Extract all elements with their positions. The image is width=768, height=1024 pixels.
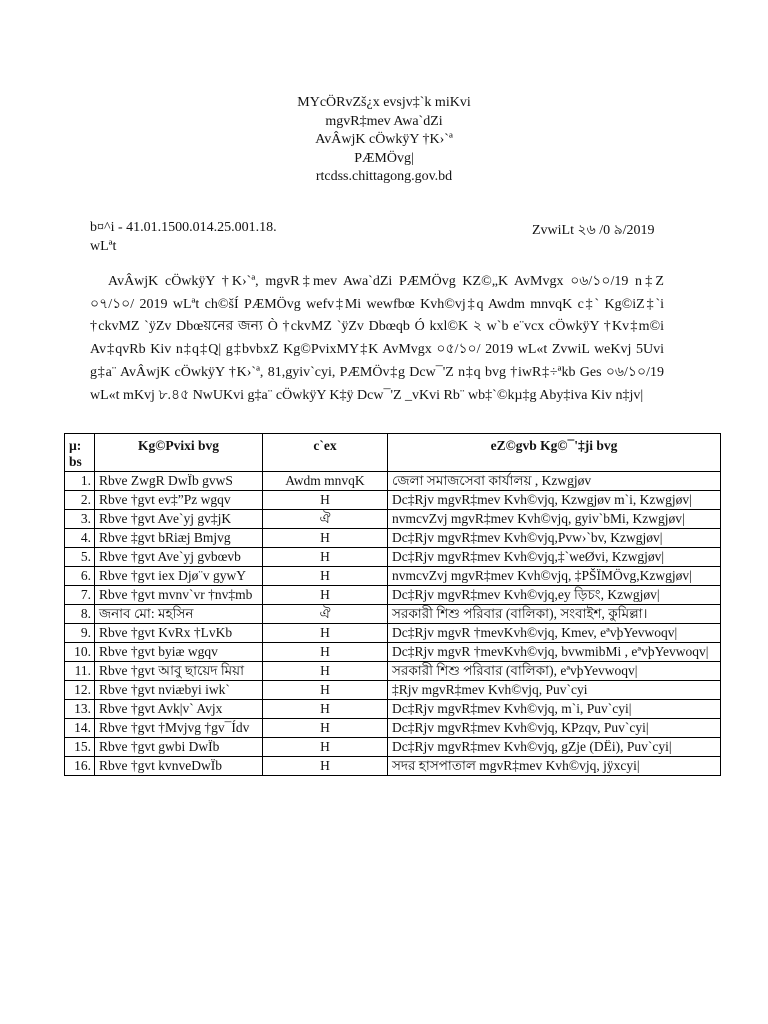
- cell-name: Rbve ‡gvt bRiæj Bmjvg: [95, 529, 263, 548]
- table-row: [65, 719, 721, 738]
- cell-serial: 3.: [65, 510, 95, 529]
- cell-designation: H: [263, 757, 388, 776]
- cell-designation: H: [263, 586, 388, 605]
- cell-office: সরকারী শিশু পরিবার (বালিকা), eªvþYevwoqv|: [388, 662, 721, 681]
- cell-designation: H: [263, 700, 388, 719]
- table-row: [65, 472, 721, 491]
- header-office: eZ©gvb Kg©¯'‡ji bvg: [388, 434, 721, 472]
- table-row: [65, 510, 721, 529]
- table-row: [65, 624, 721, 643]
- table-row: [65, 700, 721, 719]
- cell-office: জেলা সমাজসেবা কার্যালয় , Kzwgjøv: [388, 472, 721, 491]
- header-line-center: AvÂwjK cÖwkÿY †K›`ª: [315, 132, 453, 147]
- cell-name: Rbve †gvt আবু ছায়েদ মিয়া: [95, 662, 263, 681]
- cell-serial: 5.: [65, 548, 95, 567]
- cell-designation: H: [263, 738, 388, 757]
- cell-office: সদর হাসপাতাল mgvR‡mev Kvh©vjq, jÿxcyi|: [388, 757, 721, 776]
- table-row: [65, 605, 721, 624]
- table-row: [65, 567, 721, 586]
- cell-serial: 4.: [65, 529, 95, 548]
- cell-designation: H: [263, 548, 388, 567]
- table-row: [65, 681, 721, 700]
- table-header-row: [65, 434, 721, 472]
- cell-office: Dc‡Rjv mgvR‡mev Kvh©vjq, KPzqv, Puv`cyi|: [388, 719, 721, 738]
- cell-designation: H: [263, 491, 388, 510]
- table-row: [65, 757, 721, 776]
- header-serial: µ: bs: [65, 434, 95, 472]
- cell-office: nvmcvZvj mgvR‡mev Kvh©vjq, gyiv`bMi, Kzwgjøv|: [388, 510, 721, 529]
- header-line-ministry: MYcÖRvZš¿x evsjv‡`k miKvi: [297, 95, 471, 110]
- memo-date: ZvwiLt ২৬ /0 ৯/2019: [532, 223, 655, 238]
- memo-number-suffix: wLªt: [90, 239, 117, 254]
- participant-table: [64, 433, 721, 776]
- cell-designation: H: [263, 624, 388, 643]
- cell-office: nvmcvZvj mgvR‡mev Kvh©vjq, ‡PŠÏMÖvg,Kzwgjøv|: [388, 567, 721, 586]
- cell-serial: 14.: [65, 719, 95, 738]
- cell-designation: H: [263, 529, 388, 548]
- cell-name: Rbve †gvt kvnveDwÏb: [95, 757, 263, 776]
- cell-designation: H: [263, 662, 388, 681]
- cell-name: Rbve †gvt ev‡”Pz wgqv: [95, 491, 263, 510]
- cell-office: সরকারী শিশু পরিবার (বালিকা), সংবাইশ, কুমিল্লা।: [388, 605, 721, 624]
- cell-office: Dc‡Rjv mgvR †mevKvh©vjq, bvwmibMi , eªvþYevwoqv|: [388, 643, 721, 662]
- cell-office: Dc‡Rjv mgvR‡mev Kvh©vjq, Kzwgjøv m`i, Kzwgjøv|: [388, 491, 721, 510]
- cell-office: Dc‡Rjv mgvR †mevKvh©vjq, Kmev, eªvþYevwoqv|: [388, 624, 721, 643]
- cell-name: Rbve †gvt †Mvjvg †gv¯Ídv: [95, 719, 263, 738]
- cell-serial: 13.: [65, 700, 95, 719]
- cell-office: Dc‡Rjv mgvR‡mev Kvh©vjq,ey ড়িচং, Kzwgjøv|: [388, 586, 721, 605]
- table-row: [65, 548, 721, 567]
- cell-designation: H: [263, 681, 388, 700]
- cell-serial: 15.: [65, 738, 95, 757]
- cell-name: Rbve †gvt nviæbyi iwk`: [95, 681, 263, 700]
- cell-designation: H: [263, 567, 388, 586]
- cell-name: Rbve †gvt Avk|v` Avjx: [95, 700, 263, 719]
- cell-office: Dc‡Rjv mgvR‡mev Kvh©vjq,‡`weØvi, Kzwgjøv|: [388, 548, 721, 567]
- header-line-city: PÆMÖvg|: [354, 150, 414, 166]
- memo-number: b¤^i - 41.01.1500.014.25.001.18.: [90, 220, 277, 235]
- cell-name: Rbve †gvt gwbi DwÏb: [95, 738, 263, 757]
- table-row: [65, 491, 721, 510]
- cell-serial: 6.: [65, 567, 95, 586]
- cell-name: Rbve †gvt byiæ wgqv: [95, 643, 263, 662]
- cell-office: ‡Rjv mgvR‡mev Kvh©vjq, Puv`cyi: [388, 681, 721, 700]
- cell-designation: ঐ: [263, 510, 388, 529]
- cell-serial: 2.: [65, 491, 95, 510]
- cell-name: Rbve ZwgR DwÏb gvwS: [95, 472, 263, 491]
- letterhead: [0, 94, 768, 187]
- cell-serial: 12.: [65, 681, 95, 700]
- table-row: [65, 643, 721, 662]
- header-name: Kg©Pvixi bvg: [95, 434, 263, 472]
- cell-name: Rbve †gvt KvRx †LvKb: [95, 624, 263, 643]
- cell-serial: 16.: [65, 757, 95, 776]
- cell-designation: H: [263, 643, 388, 662]
- body-paragraph: AvÂwjK cÖwkÿY †K›`ª, mgvR‡mev Awa`dZi PÆMÖvg KZ©„K AvMvgx ০৬/১০/19 n‡Z ০৭/১০/ 2019 wLªt ch©šÍ PÆMÖvg wefv‡Mi wewfbœ Kvh©vj‡q Awdm mnvqK c‡` Kg©iZ‡`i †ckvMZ `ÿZv Dbœয়নের জন্য Ò †ckvMZ `ÿZv Dbœqb Ó kxl©K ২ w`b e¨vcx cÖwkÿY †Kv‡m©i Av‡qvRb Kiv n‡q‡Q| g‡bvbxZ Kg©PvixMY‡K AvMvgx ০৫/১০/ 2019 wL«t ZvwiL weKvj 5Uvi g‡a¨ AvÂwjK cÖwkÿY †K›`ª, 81,gyiv`cyi, PÆMÖv‡g Dcw¯'Z n‡q bvg †iwR‡÷ªkb Ges ০৬/১০/19 wL«t mKvj ৮.৪৫ NwUKvi g‡a¨ cÖwkÿY K‡ÿ Dcw¯'Z _vKvi Rb¨ wb‡`©kµ‡g Aby‡iva Kiv n‡jv|: [90, 274, 664, 403]
- table-row: [65, 529, 721, 548]
- cell-office: Dc‡Rjv mgvR‡mev Kvh©vjq, gZje (DËi), Puv`cyi|: [388, 738, 721, 757]
- cell-serial: 11.: [65, 662, 95, 681]
- cell-name: Rbve †gvt Ave`yj gvbœvb: [95, 548, 263, 567]
- cell-office: Dc‡Rjv mgvR‡mev Kvh©vjq,Pvw›`bv, Kzwgjøv|: [388, 529, 721, 548]
- cell-serial: 1.: [65, 472, 95, 491]
- cell-name: Rbve †gvt iex Djø¨v gywY: [95, 567, 263, 586]
- table-row: [65, 738, 721, 757]
- cell-designation: Awdm mnvqK: [263, 472, 388, 491]
- cell-name: Rbve †gvt mvnv`vr †nv‡mb: [95, 586, 263, 605]
- header-designation: c`ex: [263, 434, 388, 472]
- table-row: [65, 586, 721, 605]
- cell-designation: ঐ: [263, 605, 388, 624]
- header-line-department: mgvR‡mev Awa`dZi: [325, 113, 443, 129]
- cell-name: জনাব মো: মহসিন: [95, 605, 263, 624]
- cell-serial: 10.: [65, 643, 95, 662]
- table-row: [65, 662, 721, 681]
- cell-office: Dc‡Rjv mgvR‡mev Kvh©vjq, m`i, Puv`cyi|: [388, 700, 721, 719]
- cell-name: Rbve †gvt Ave`yj gv‡jK: [95, 510, 263, 529]
- cell-serial: 8.: [65, 605, 95, 624]
- cell-serial: 9.: [65, 624, 95, 643]
- cell-designation: H: [263, 719, 388, 738]
- memo-reference: [90, 218, 277, 256]
- cell-serial: 7.: [65, 586, 95, 605]
- header-line-website: rtcdss.chittagong.gov.bd: [315, 169, 453, 184]
